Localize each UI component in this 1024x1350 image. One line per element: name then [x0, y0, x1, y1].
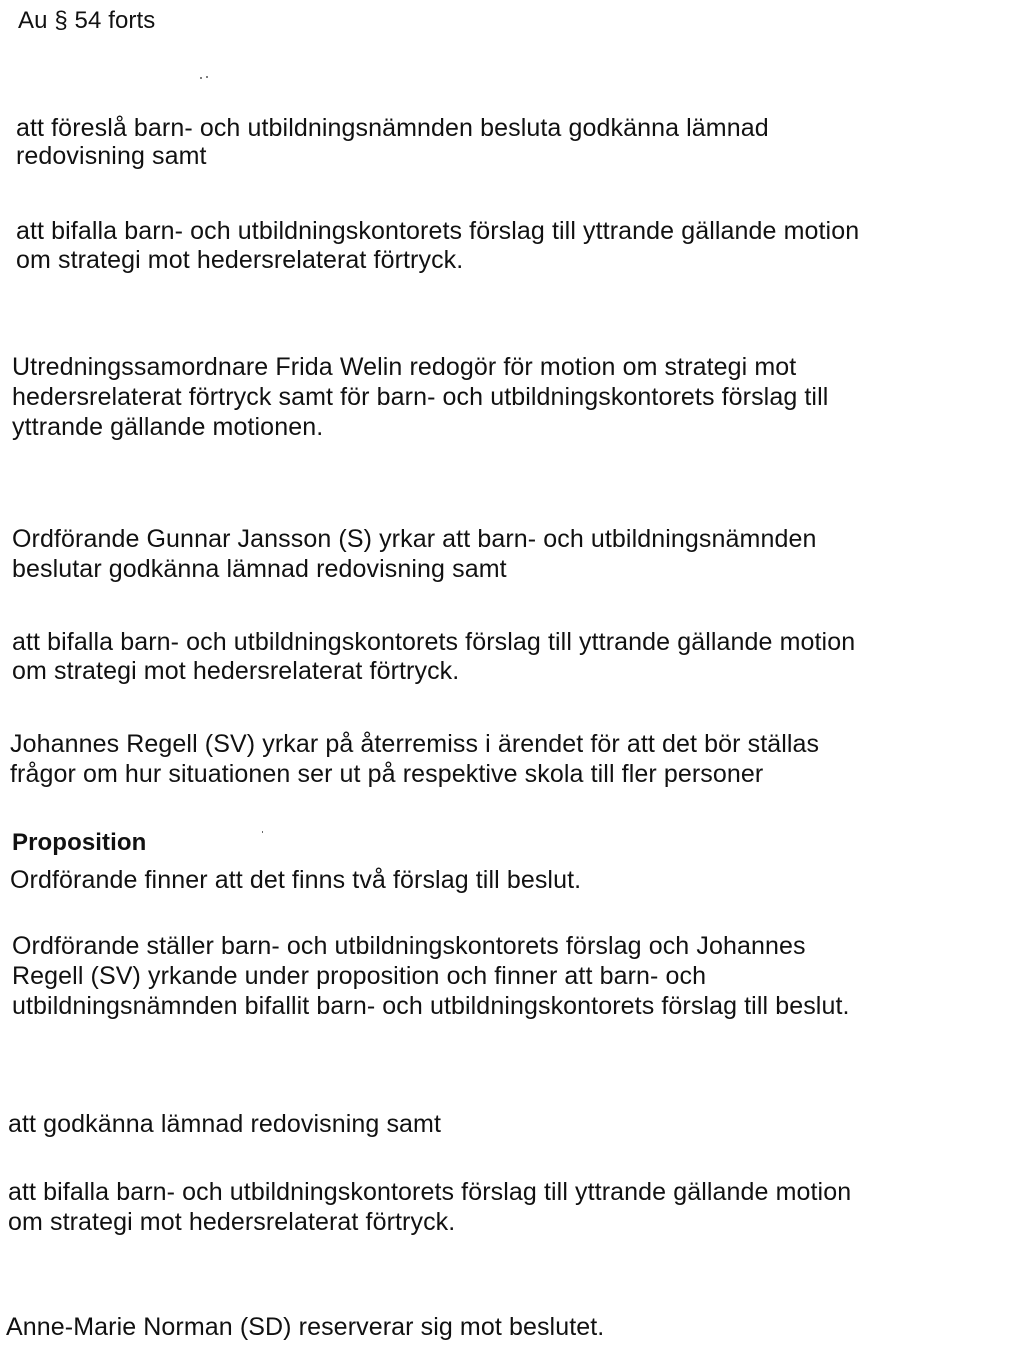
paragraph-8-line-3: utbildningsnämnden bifallit barn- och utbildningskontorets förslag till beslut. — [12, 992, 850, 1020]
paragraph-8-line-1: Ordförande ställer barn- och utbildningskontorets förslag och Johannes — [12, 932, 806, 960]
scan-speck — [200, 77, 202, 79]
paragraph-6-line-2: frågor om hur situationen ser ut på respektive skola till fler personer — [10, 760, 764, 788]
section-reference: Au § 54 forts — [18, 7, 156, 34]
scan-speck — [206, 76, 208, 78]
paragraph-2-line-1: att bifalla barn- och utbildningskontorets förslag till yttrande gällande motion — [16, 217, 860, 245]
paragraph-4-line-1: Ordförande Gunnar Jansson (S) yrkar att barn- och utbildningsnämnden — [12, 525, 817, 553]
paragraph-9-line-1: att godkänna lämnad redovisning samt — [8, 1110, 442, 1138]
paragraph-3-line-3: yttrande gällande motionen. — [12, 413, 324, 441]
paragraph-4-line-2: beslutar godkänna lämnad redovisning samt — [12, 555, 507, 583]
paragraph-10-line-1: att bifalla barn- och utbildningskontorets förslag till yttrande gällande motion — [8, 1178, 852, 1206]
scan-speck — [262, 831, 263, 833]
paragraph-7-line-1: Ordförande finner att det finns två förslag till beslut. — [10, 866, 582, 894]
paragraph-6-line-1: Johannes Regell (SV) yrkar på återremiss i ärendet för att det bör ställas — [10, 730, 820, 758]
paragraph-1-line-1: att föreslå barn- och utbildningsnämnden besluta godkänna lämnad — [16, 114, 769, 142]
paragraph-11-line-1: Anne-Marie Norman (SD) reserverar sig mot beslutet. — [6, 1313, 605, 1341]
paragraph-10-line-2: om strategi mot hedersrelaterat förtryck. — [8, 1208, 456, 1236]
paragraph-5-line-1: att bifalla barn- och utbildningskontorets förslag till yttrande gällande motion — [12, 628, 856, 656]
paragraph-8-line-2: Regell (SV) yrkande under proposition och finner att barn- och — [12, 962, 707, 990]
paragraph-3-line-2: hedersrelaterat förtryck samt för barn- och utbildningskontorets förslag till — [12, 383, 829, 411]
paragraph-3-line-1: Utredningssamordnare Frida Welin redogör för motion om strategi mot — [12, 353, 797, 381]
proposition-heading: Proposition — [12, 829, 147, 856]
paragraph-1-line-2: redovisning samt — [16, 142, 207, 170]
paragraph-2-line-2: om strategi mot hedersrelaterat förtryck. — [16, 246, 464, 274]
paragraph-5-line-2: om strategi mot hedersrelaterat förtryck. — [12, 657, 460, 685]
